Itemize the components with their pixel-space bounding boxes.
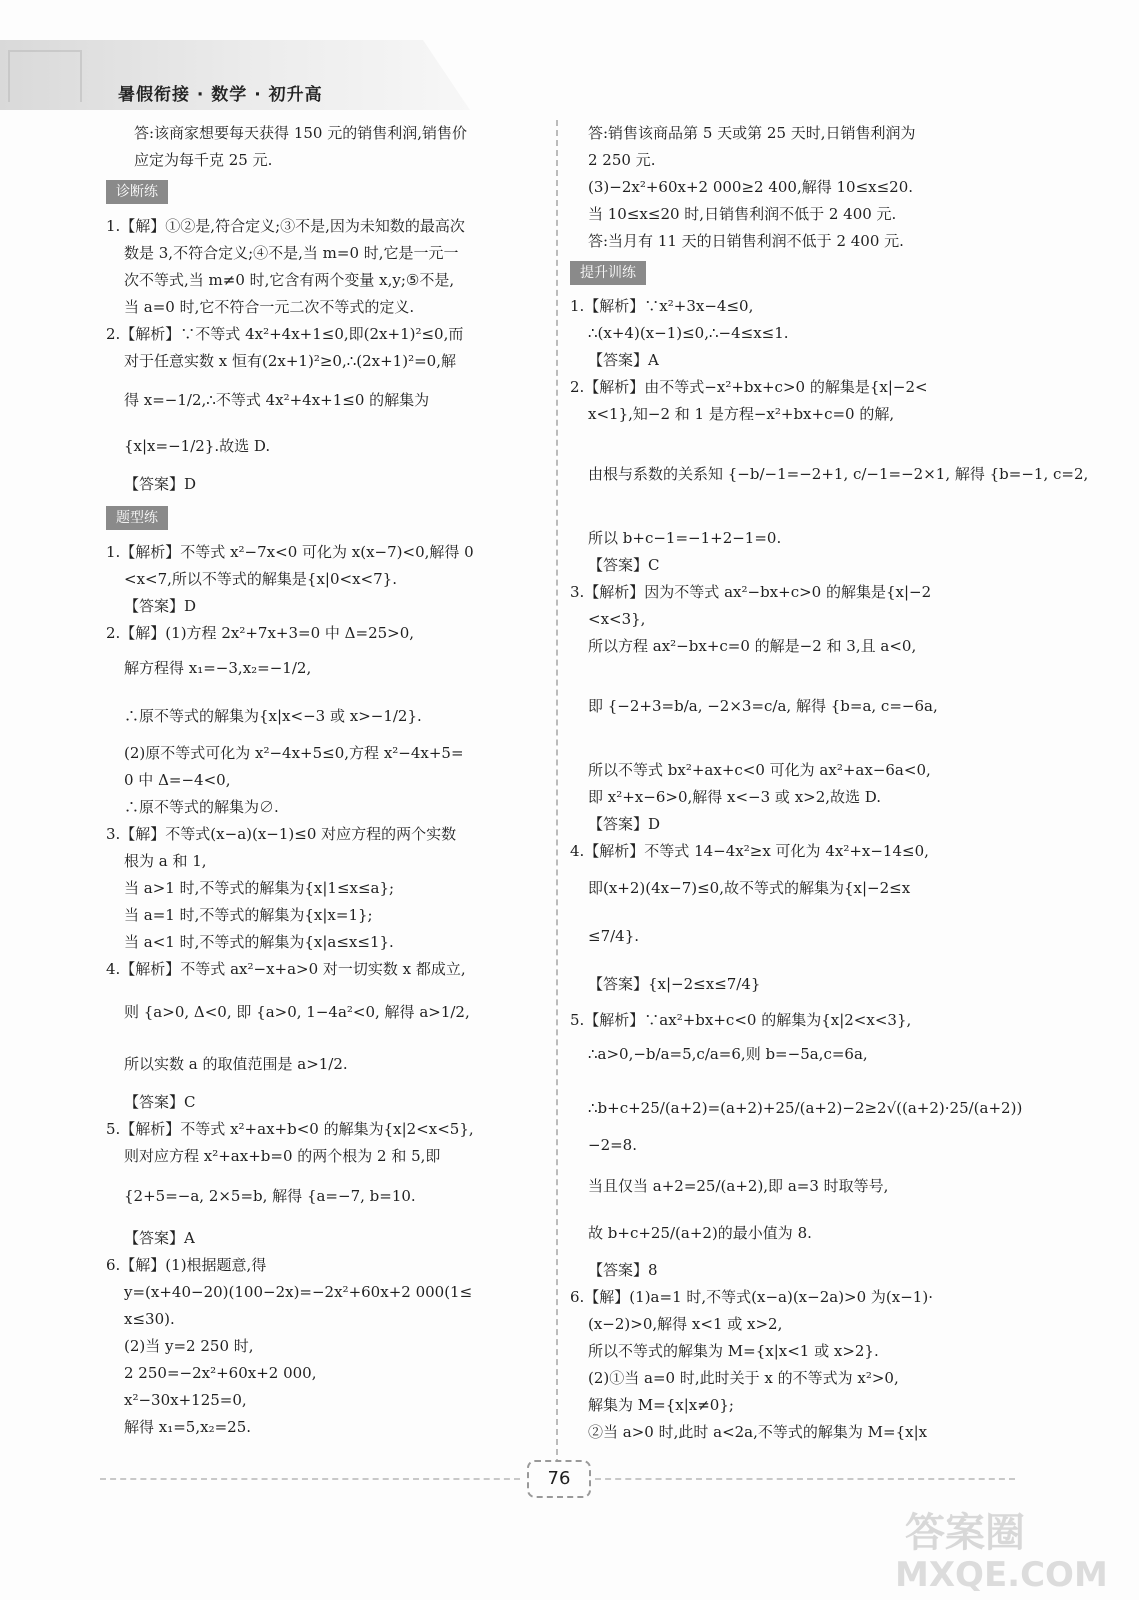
text-line: 3.【解】不等式(x−a)(x−1)≤0 对应方程的两个实数	[106, 825, 457, 843]
text-line: 答:销售该商品第 5 天或第 25 天时,日销售利润为	[588, 124, 916, 142]
watermark-line1: 答案圈	[905, 1510, 1025, 1556]
text-line: ∴原不等式的解集为∅.	[124, 798, 279, 816]
text-line: (2)①当 a=0 时,此时关于 x 的不等式为 x²>0,	[588, 1369, 899, 1387]
text-line: 所以不等式 bx²+ax+c<0 可化为 ax²+ax−6a<0,	[588, 761, 931, 779]
text-line: 所以不等式的解集为 M={x|x<1 或 x>2}.	[588, 1342, 879, 1360]
text-line: 【答案】C	[124, 1093, 196, 1111]
text-line: (x−2)>0,解得 x<1 或 x>2,	[588, 1315, 783, 1333]
text-line: x²−30x+125=0,	[124, 1391, 247, 1409]
text-line: 当 a<1 时,不等式的解集为{x|a≤x≤1}.	[124, 933, 394, 951]
text-line: 应定为每千克 25 元.	[134, 151, 273, 169]
text-line: 根为 a 和 1,	[124, 852, 207, 870]
text-line: 当 a=0 时,它不符合一元二次不等式的定义.	[124, 298, 415, 316]
page-number: 76	[527, 1460, 591, 1498]
text-line: 次不等式,当 m≠0 时,它含有两个变量 x,y;⑤不是,	[124, 271, 455, 289]
column-divider	[556, 120, 558, 1465]
text-line: 故 b+c+25/(a+2)的最小值为 8.	[588, 1224, 812, 1242]
header-building-graphic	[8, 50, 82, 102]
text-line: 5.【解析】∵ax²+bx+c<0 的解集为{x|2<x<3},	[570, 1011, 912, 1029]
text-line: ∴(x+4)(x−1)≤0,∴−4≤x≤1.	[588, 324, 789, 342]
text-line: 【答案】C	[588, 556, 660, 574]
text-line: <x<7,所以不等式的解集是{x|0<x<7}.	[124, 570, 397, 588]
text-line: 当 a=1 时,不等式的解集为{x|x=1};	[124, 906, 373, 924]
text-line: 答:当月有 11 天的日销售利润不低于 2 400 元.	[588, 232, 904, 250]
text-line: 4.【解析】不等式 ax²−x+a>0 对一切实数 x 都成立,	[106, 960, 466, 978]
text-line: ≤7/4}.	[588, 927, 640, 945]
text-line: 即 {−2+3=b/a, −2×3=c/a, 解得 {b=a, c=−6a,	[588, 697, 938, 715]
text-line: 答:该商家想要每天获得 150 元的销售利润,销售价	[134, 124, 467, 142]
text-line: ∴b+c+25/(a+2)=(a+2)+25/(a+2)−2≥2√((a+2)·25/(a+2))	[588, 1099, 1023, 1117]
text-line: {2+5=−a, 2×5=b, 解得 {a=−7, b=10.	[124, 1187, 416, 1205]
text-line: 【答案】{x|−2≤x≤7/4}	[588, 975, 761, 993]
footer-rule-left	[100, 1478, 520, 1480]
text-line: 解得 x₁=5,x₂=25.	[124, 1418, 252, 1436]
text-line: <x<3},	[588, 610, 646, 628]
text-line: 数是 3,不符合定义;④不是,当 m=0 时,它是一元一	[124, 244, 459, 262]
watermark-line2: MXQE.COM	[895, 1555, 1108, 1593]
text-line: 1.【解析】∵x²+3x−4≤0,	[570, 297, 754, 315]
text-line: 2.【解析】∵不等式 4x²+4x+1≤0,即(2x+1)²≤0,而	[106, 325, 464, 343]
text-line: 解方程得 x₁=−3,x₂=−1/2,	[124, 659, 312, 677]
text-line: 由根与系数的关系知 {−b/−1=−2+1, c/−1=−2×1, 解得 {b=−1, c=2,	[588, 465, 1089, 483]
text-line: 【答案】A	[588, 351, 659, 369]
text-line: 4.【解析】不等式 14−4x²≥x 可化为 4x²+x−14≤0,	[570, 842, 929, 860]
text-line: 1.【解】①②是,符合定义;③不是,因为未知数的最高次	[106, 217, 465, 235]
text-line: 3.【解析】因为不等式 ax²−bx+c>0 的解集是{x|−2	[570, 583, 932, 601]
text-line: ②当 a>0 时,此时 a<2a,不等式的解集为 M={x|x	[588, 1423, 928, 1441]
text-line: 1.【解析】不等式 x²−7x<0 可化为 x(x−7)<0,解得 0	[106, 543, 474, 561]
text-line: 当 a>1 时,不等式的解集为{x|1≤x≤a};	[124, 879, 395, 897]
text-line: 对于任意实数 x 恒有(2x+1)²≥0,∴(2x+1)²=0,解	[124, 352, 456, 370]
text-line: 5.【解析】不等式 x²+ax+b<0 的解集为{x|2<x<5},	[106, 1120, 474, 1138]
text-line: 【答案】D	[124, 597, 197, 615]
text-line: 6.【解】(1)根据题意,得	[106, 1256, 267, 1274]
text-line: ∴a>0,−b/a=5,c/a=6,则 b=−5a,c=6a,	[588, 1045, 868, 1063]
text-line: 则 {a>0, Δ<0, 即 {a>0, 1−4a²<0, 解得 a>1/2,	[124, 1003, 470, 1021]
text-line: 2.【解】(1)方程 2x²+7x+3=0 中 Δ=25>0,	[106, 624, 415, 642]
text-line: 【答案】8	[588, 1261, 658, 1279]
text-line: −2=8.	[588, 1136, 637, 1154]
text-line: 即(x+2)(4x−7)≤0,故不等式的解集为{x|−2≤x	[588, 879, 911, 897]
text-line: 当且仅当 a+2=25/(a+2),即 a=3 时取等号,	[588, 1177, 889, 1195]
text-line: y=(x+40−20)(100−2x)=−2x²+60x+2 000(1≤	[124, 1283, 473, 1301]
text-line: 【答案】D	[124, 475, 197, 493]
page-header-title: 暑假衔接 · 数学 · 初升高	[118, 85, 323, 105]
text-line: 【答案】D	[588, 815, 661, 833]
text-line: 得 x=−1/2,∴不等式 4x²+4x+1≤0 的解集为	[124, 391, 430, 409]
text-line: 解集为 M={x|x≠0};	[588, 1396, 734, 1414]
text-line: {x|x=−1/2}.故选 D.	[124, 437, 271, 455]
watermark-logo	[895, 1498, 1130, 1593]
text-line: x≤30).	[124, 1310, 175, 1328]
section-heading: 提升训练	[570, 261, 646, 285]
section-heading: 题型练	[106, 506, 168, 530]
text-line: 2.【解析】由不等式−x²+bx+c>0 的解集是{x|−2<	[570, 378, 928, 396]
text-line: (2)当 y=2 250 时,	[124, 1337, 254, 1355]
text-line: ∴原不等式的解集为{x|x<−3 或 x>−1/2}.	[124, 707, 422, 725]
text-line: 2 250=−2x²+60x+2 000,	[124, 1364, 317, 1382]
text-line: 当 10≤x≤20 时,日销售利润不低于 2 400 元.	[588, 205, 897, 223]
text-line: 【答案】A	[124, 1229, 195, 1247]
text-line: (2)原不等式可化为 x²−4x+5≤0,方程 x²−4x+5=	[124, 744, 464, 762]
text-line: 所以实数 a 的取值范围是 a>1/2.	[124, 1055, 348, 1073]
text-line: 6.【解】(1)a=1 时,不等式(x−a)(x−2a)>0 为(x−1)·	[570, 1288, 933, 1306]
text-line: 0 中 Δ=−4<0,	[124, 771, 231, 789]
text-line: 即 x²+x−6>0,解得 x<−3 或 x>2,故选 D.	[588, 788, 882, 806]
text-line: 所以 b+c−1=−1+2−1=0.	[588, 529, 782, 547]
text-line: 2 250 元.	[588, 151, 656, 169]
text-line: 则对应方程 x²+ax+b=0 的两个根为 2 和 5,即	[124, 1147, 441, 1165]
text-line: 所以方程 ax²−bx+c=0 的解是−2 和 3,且 a<0,	[588, 637, 917, 655]
section-heading: 诊断练	[106, 180, 168, 204]
footer-rule-right	[595, 1478, 1015, 1480]
text-line: x<1},知−2 和 1 是方程−x²+bx+c=0 的解,	[588, 405, 895, 423]
text-line: (3)−2x²+60x+2 000≥2 400,解得 10≤x≤20.	[588, 178, 914, 196]
